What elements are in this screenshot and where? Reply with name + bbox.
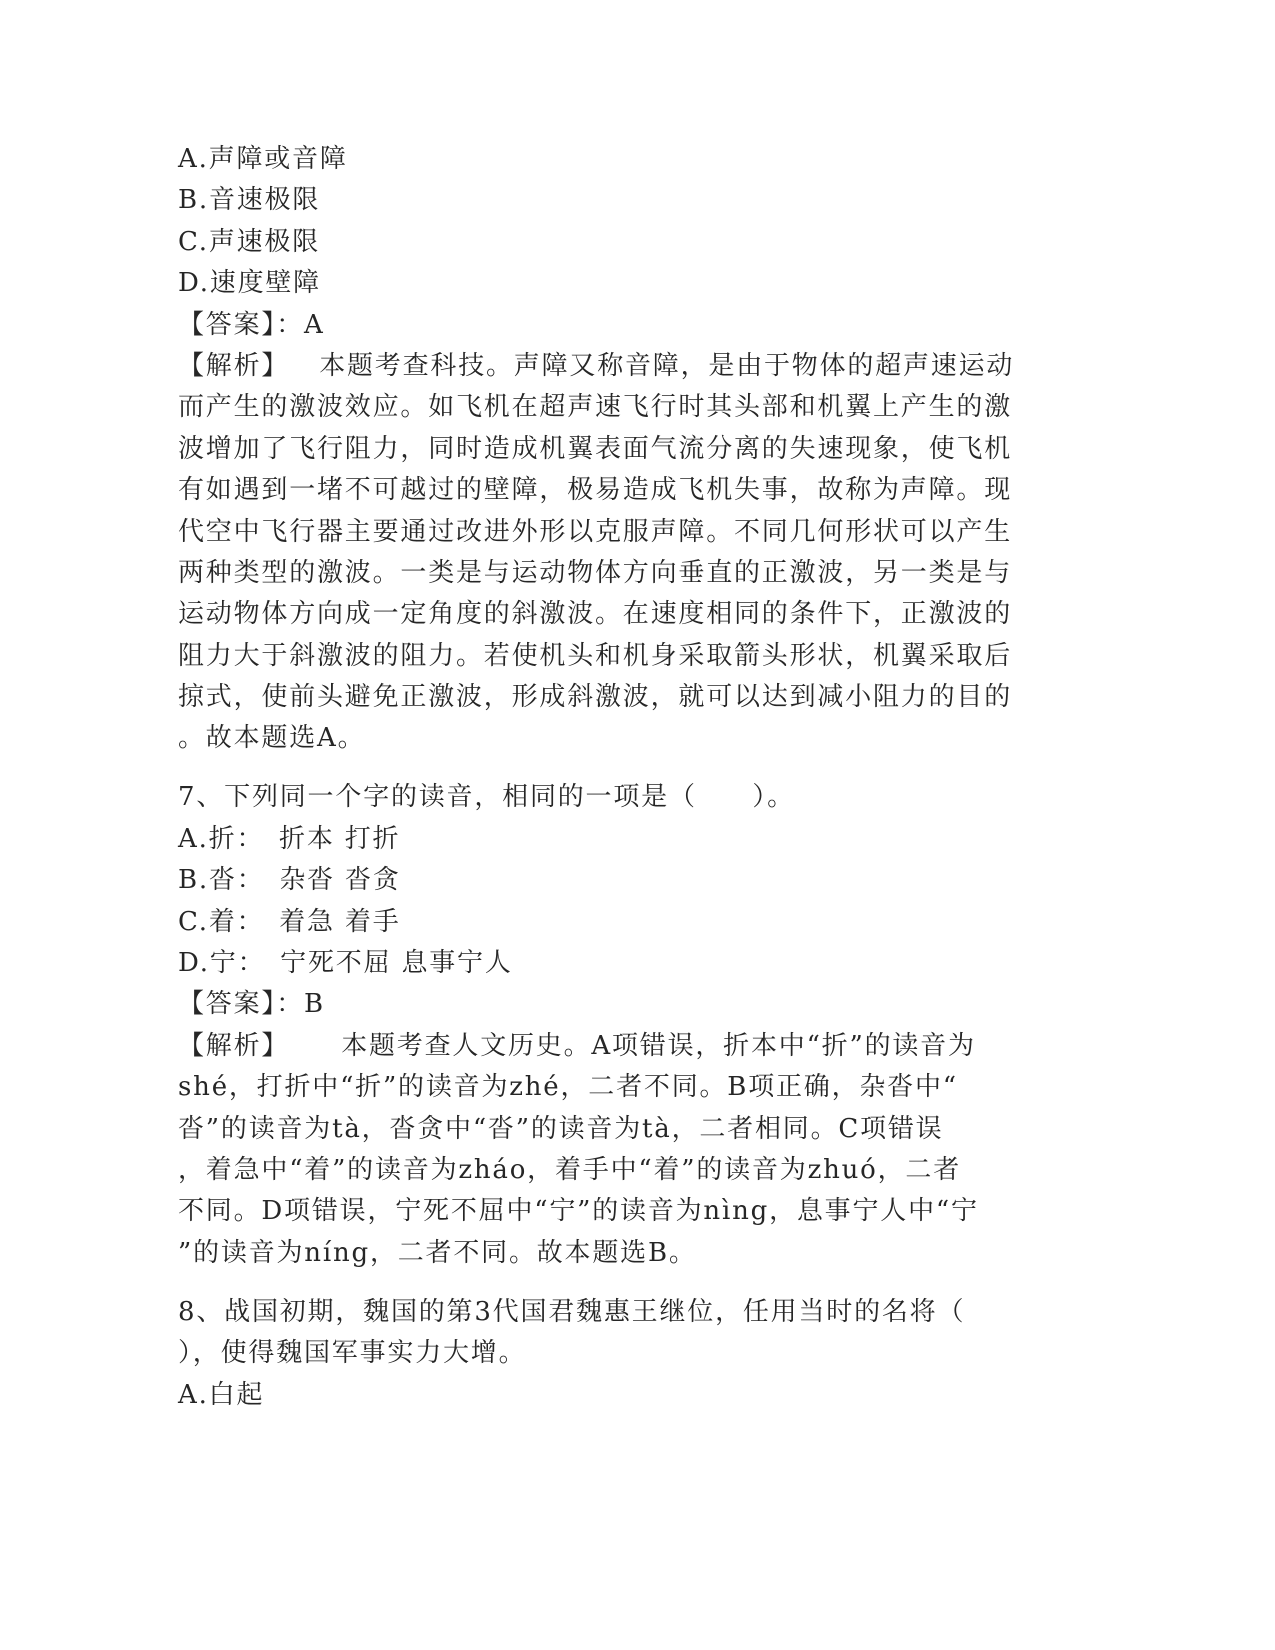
q8-question-line-0: 8、战国初期，魏国的第3代国君魏惠王继位，任用当时的名将（ bbox=[178, 1296, 966, 1327]
q8-option-a: A.白起 bbox=[178, 1379, 265, 1410]
question-7-block bbox=[178, 777, 1058, 1274]
q7-explanation-line-3: ，着急中“着”的读音为zháo，着手中“着”的读音为zhuó，二者 bbox=[178, 1154, 962, 1185]
q7-explanation-text: 本题考查人文历史。A项错误，折本中“折”的读音为 bbox=[341, 1030, 976, 1061]
q6-option-b: B.音速极限 bbox=[178, 185, 321, 216]
q7-explanation-line-2: 沓”的读音为tà，沓贪中“沓”的读音为tà，二者相同。C项错误 bbox=[178, 1113, 944, 1144]
q7-option-d: D.宁： 宁死不屈 息事宁人 bbox=[178, 948, 513, 979]
q6-option-d: D.速度壁障 bbox=[178, 268, 321, 299]
q6-explanation-line-2: 波增加了飞行阻力，同时造成机翼表面气流分离的失速现象，使飞机 bbox=[178, 433, 1013, 464]
q6-option-a: A.声障或音障 bbox=[178, 144, 348, 174]
q6-explanation-line-5: 两种类型的激波。一类是与运动物体方向垂直的正激波，另一类是与 bbox=[178, 557, 1013, 588]
q7-explanation-label: 【解析】 bbox=[178, 1030, 290, 1061]
q7-option-c: C.着： 着急 着手 bbox=[178, 906, 401, 937]
q6-explanation-line-9: 。故本题选A。 bbox=[178, 723, 366, 754]
q6-explanation-label: 【解析】 bbox=[178, 350, 290, 381]
q6-explanation-line-6: 运动物体方向成一定角度的斜激波。在速度相同的条件下，正激波的 bbox=[178, 599, 1013, 630]
q7-explanation-line-0 bbox=[178, 1026, 1058, 1067]
q6-explanation-line-0 bbox=[178, 346, 1058, 387]
q8-question-line-1: ），使得魏国军事实力大增。 bbox=[178, 1338, 527, 1369]
q7-question: 7、下列同一个字的读音，相同的一项是（ ）。 bbox=[178, 782, 795, 813]
q6-explanation-line-4: 代空中飞行器主要通过改进外形以克服声障。不同几何形状可以产生 bbox=[178, 516, 1013, 547]
q6-answer: 【答案】：A bbox=[178, 309, 325, 340]
q7-answer: 【答案】：B bbox=[178, 989, 325, 1020]
q6-option-c: C.声速极限 bbox=[178, 226, 321, 257]
q7-explanation-line-1: shé，打折中“折”的读音为zhé，二者不同。B项正确，杂沓中“ bbox=[178, 1072, 958, 1103]
question-6-block bbox=[178, 139, 1058, 760]
q7-explanation-line-5: ”的读音为níng，二者不同。故本题选B。 bbox=[178, 1237, 697, 1268]
q6-explanation-line-3: 有如遇到一堵不可越过的壁障，极易造成飞机失事，故称为声障。现 bbox=[178, 475, 1013, 506]
question-8-block bbox=[178, 1292, 1058, 1416]
q7-option-b: B.沓： 杂沓 沓贪 bbox=[178, 865, 401, 896]
q6-explanation-line-1: 而产生的激波效应。如飞机在超声速飞行时其头部和机翼上产生的激 bbox=[178, 392, 1013, 423]
q7-explanation-line-4: 不同。D项错误，宁死不屈中“宁”的读音为nìng，息事宁人中“宁 bbox=[178, 1196, 979, 1227]
q6-explanation-text: 本题考查科技。声障又称音障，是由于物体的超声速运动 bbox=[319, 350, 1015, 381]
q7-option-a: A.折： 折本 打折 bbox=[178, 823, 401, 854]
q6-explanation-line-8: 掠式，使前头避免正激波，形成斜激波，就可以达到减小阻力的目的 bbox=[178, 682, 1013, 713]
q6-explanation-line-7: 阻力大于斜激波的阻力。若使机头和机身采取箭头形状，机翼采取后 bbox=[178, 640, 1013, 671]
document-page bbox=[178, 139, 1058, 1416]
